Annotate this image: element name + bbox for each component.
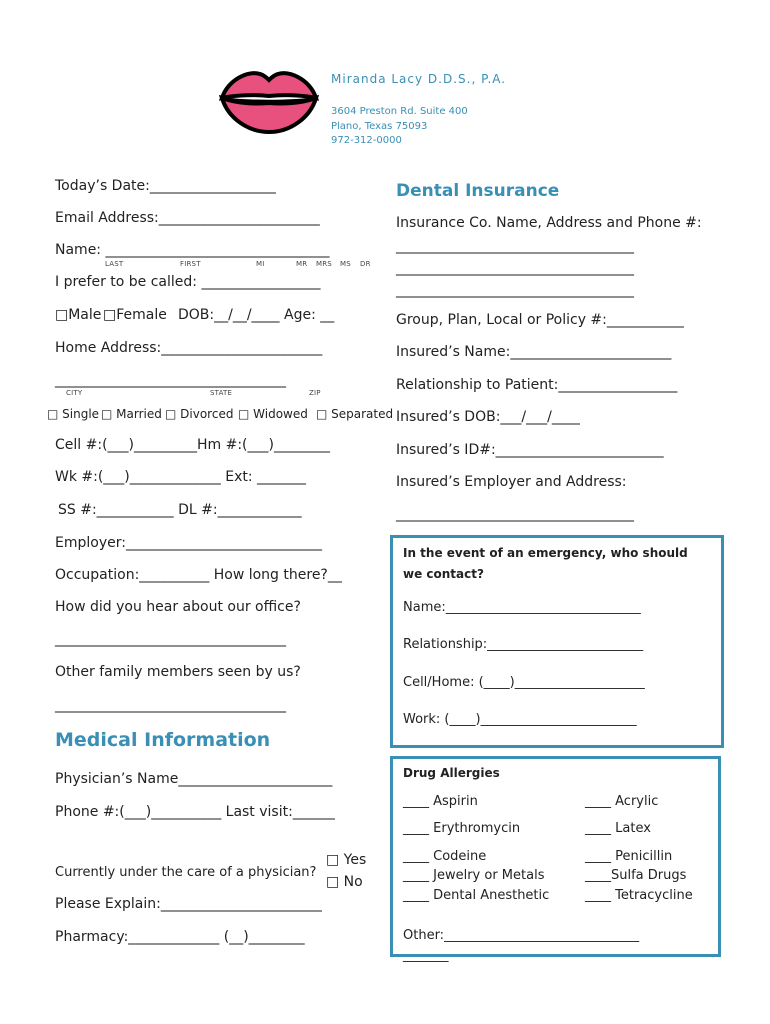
name-caption-first: FIRST — [180, 260, 201, 268]
name-caption-mr: MR — [296, 260, 308, 268]
emergency-name-field[interactable]: Name:______________________________ — [403, 600, 641, 615]
insured-name-field[interactable]: Insured’s Name:_______________________ — [396, 344, 672, 360]
family-members-question: Other family members seen by us? — [55, 664, 301, 680]
relationship-to-patient-field[interactable]: Relationship to Patient:_________________ — [396, 377, 678, 393]
marital-single[interactable]: □ Single — [47, 407, 100, 421]
emergency-heading-line-1: In the event of an emergency, who should — [403, 546, 688, 560]
cell-home-phone-field[interactable]: Cell #:(___)_________Hm #:(___)________ — [55, 437, 330, 453]
group-policy-field[interactable]: Group, Plan, Local or Policy #:___________ — [396, 312, 684, 328]
allergy-aspirin[interactable]: ____ Aspirin — [403, 794, 478, 809]
emergency-cell-field[interactable]: Cell/Home: (____)____________________ — [403, 675, 645, 690]
caption-zip: ZIP — [309, 389, 321, 397]
practice-name: Miranda Lacy D.D.S., P.A. — [331, 72, 507, 86]
lips-logo — [218, 66, 320, 136]
referral-question: How did you hear about our office? — [55, 599, 301, 615]
dob-age-field[interactable]: DOB:__/__/____ Age: __ — [178, 307, 335, 323]
insured-employer-line[interactable]: __________________________________ — [396, 506, 634, 522]
insurance-company-label: Insurance Co. Name, Address and Phone #: — [396, 215, 702, 231]
emergency-work-field[interactable]: Work: (____)________________________ — [403, 712, 637, 727]
insurance-company-line-3[interactable]: __________________________________ — [396, 282, 634, 298]
caption-city: CITY — [66, 389, 83, 397]
under-care-yes[interactable]: □ Yes — [326, 852, 367, 868]
family-members-line[interactable]: _________________________________ — [55, 697, 286, 713]
allergy-codeine[interactable]: ____ Codeine — [403, 849, 487, 864]
todays-date-field[interactable]: Today’s Date:__________________ — [55, 178, 276, 194]
medical-info-heading: Medical Information — [55, 729, 271, 751]
under-care-question: Currently under the care of a physician? — [55, 865, 317, 880]
marital-widowed[interactable]: □ Widowed — [238, 407, 308, 421]
allergy-penicillin[interactable]: ____ Penicillin — [585, 849, 673, 864]
insured-employer-label: Insured’s Employer and Address: — [396, 474, 627, 490]
allergy-dental-anesthetic[interactable]: ____ Dental Anesthetic — [403, 888, 550, 903]
name-caption-last: LAST — [105, 260, 124, 268]
address-line[interactable]: _________________________________ — [55, 372, 286, 388]
employer-field[interactable]: Employer:____________________________ — [55, 535, 322, 551]
allergy-sulfa-drugs[interactable]: ____Sulfa Drugs — [585, 868, 687, 883]
allergy-other-field[interactable]: Other:______________________________ — [403, 928, 640, 943]
insured-dob-field[interactable]: Insured’s DOB:___/___/____ — [396, 409, 580, 425]
female-checkbox[interactable]: □Female — [103, 307, 167, 323]
insurance-company-line-2[interactable]: __________________________________ — [396, 260, 634, 276]
physician-phone-field[interactable]: Phone #:(___)__________ Last visit:______ — [55, 804, 335, 820]
allergy-latex[interactable]: ____ Latex — [585, 821, 651, 836]
marital-divorced[interactable]: □ Divorced — [165, 407, 234, 421]
marital-separated[interactable]: □ Separated — [316, 407, 394, 421]
name-caption-dr: DR — [360, 260, 371, 268]
caption-state: STATE — [210, 389, 233, 397]
under-care-no[interactable]: □ No — [326, 874, 363, 890]
practice-address-1: 3604 Preston Rd. Suite 400 — [331, 106, 468, 117]
explain-field[interactable]: Please Explain:_______________________ — [55, 896, 322, 912]
allergy-jewelry-metals[interactable]: ____ Jewelry or Metals — [403, 868, 545, 883]
emergency-relationship-field[interactable]: Relationship:________________________ — [403, 637, 644, 652]
pharmacy-field[interactable]: Pharmacy:_____________ (__)________ — [55, 929, 305, 945]
practice-address-2: Plano, Texas 75093 — [331, 121, 428, 132]
work-phone-field[interactable]: Wk #:(___)_____________ Ext: _______ — [55, 469, 307, 485]
ss-dl-field[interactable]: SS #:___________ DL #:____________ — [58, 502, 302, 518]
dental-insurance-heading: Dental Insurance — [396, 181, 560, 201]
insured-id-field[interactable]: Insured’s ID#:________________________ — [396, 442, 664, 458]
home-address-field[interactable]: Home Address:_______________________ — [55, 340, 323, 356]
practice-phone: 972-312-0000 — [331, 135, 402, 146]
allergy-acrylic[interactable]: ____ Acrylic — [585, 794, 659, 809]
name-caption-mi: MI — [256, 260, 265, 268]
referral-line[interactable]: _________________________________ — [55, 631, 286, 647]
name-field[interactable]: Name: ________________________________ — [55, 242, 330, 258]
physician-name-field[interactable]: Physician’s Name______________________ — [55, 771, 333, 787]
email-field[interactable]: Email Address:_______________________ — [55, 210, 320, 226]
insurance-company-line-1[interactable]: __________________________________ — [396, 238, 634, 254]
name-caption-mrs: MRS — [316, 260, 332, 268]
occupation-field[interactable]: Occupation:__________ How long there?__ — [55, 567, 342, 583]
male-checkbox[interactable]: □Male — [55, 307, 102, 323]
allergy-erythromycin[interactable]: ____ Erythromycin — [403, 821, 521, 836]
drug-allergies-heading: Drug Allergies — [403, 766, 500, 780]
allergy-other-continued[interactable]: _______ — [403, 948, 449, 963]
marital-married[interactable]: □ Married — [101, 407, 162, 421]
name-caption-ms: MS — [340, 260, 351, 268]
preferred-name-field[interactable]: I prefer to be called: _________________ — [55, 274, 321, 290]
allergy-tetracycline[interactable]: ____ Tetracycline — [585, 888, 693, 903]
emergency-heading-line-2: we contact? — [403, 567, 484, 581]
